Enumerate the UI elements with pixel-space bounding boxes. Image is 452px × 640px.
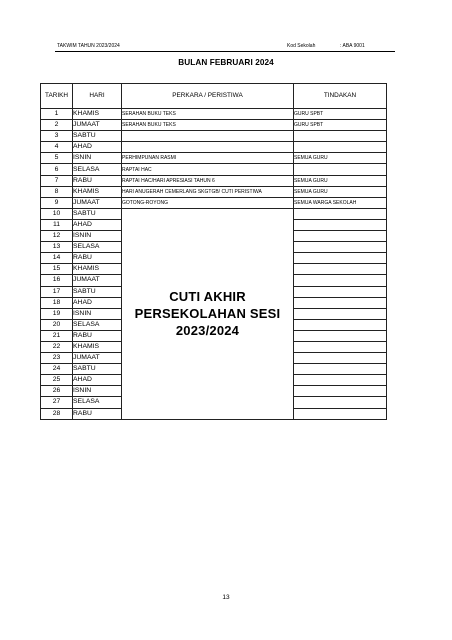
table-row (41, 208, 387, 219)
cell-tarikh: 7 (41, 175, 73, 186)
header-school-code-value: : ABA 9001 (340, 43, 365, 49)
cell-tindakan (294, 275, 387, 286)
cell-tarikh: 4 (41, 142, 73, 153)
cell-tindakan (294, 319, 387, 330)
cell-perkara: GOTONG-ROYONG (122, 197, 294, 208)
cell-hari: ISNIN (73, 386, 122, 397)
column-header-tindakan: TINDAKAN (294, 84, 387, 109)
cell-tindakan (294, 341, 387, 352)
cell-hari: JUMAAT (73, 353, 122, 364)
table-row (41, 120, 387, 131)
cell-tarikh: 15 (41, 264, 73, 275)
cell-hari: JUMAAT (73, 275, 122, 286)
cell-tarikh: 17 (41, 286, 73, 297)
page-header (55, 42, 395, 52)
cell-tarikh: 10 (41, 208, 73, 219)
cell-hari: ISNIN (73, 231, 122, 242)
cell-perkara: RAPTAI HAC (122, 164, 294, 175)
header-calendar-year: TAKWIM TAHUN 2023/2024 (57, 43, 120, 49)
column-header-tarikh: TARIKH (41, 84, 73, 109)
cell-perkara (122, 142, 294, 153)
table-row (41, 197, 387, 208)
cell-tindakan (294, 364, 387, 375)
cell-hari: JUMAAT (73, 197, 122, 208)
cell-hari: RABU (73, 330, 122, 341)
cell-tarikh: 13 (41, 242, 73, 253)
cell-tarikh: 21 (41, 330, 73, 341)
cell-hari: KHAMIS (73, 264, 122, 275)
cell-tarikh: 28 (41, 408, 73, 419)
cell-tindakan (294, 164, 387, 175)
holiday-text-line: CUTI AKHIR (169, 289, 246, 305)
cell-hari: SABTU (73, 286, 122, 297)
cell-perkara: SERAHAN BUKU TEKS (122, 109, 294, 120)
cell-hari: RABU (73, 408, 122, 419)
cell-tindakan (294, 242, 387, 253)
column-header-hari: HARI (73, 84, 122, 109)
column-header-perkara: PERKARA / PERISTIWA (122, 84, 294, 109)
cell-tarikh: 14 (41, 253, 73, 264)
page-number: 13 (222, 594, 230, 601)
cell-tarikh: 16 (41, 275, 73, 286)
cell-tindakan (294, 286, 387, 297)
cell-hari: RABU (73, 175, 122, 186)
page-title: BULAN FEBRUARI 2024 (178, 58, 274, 67)
cell-tindakan: SEMUA GURU (294, 175, 387, 186)
cell-tarikh: 19 (41, 308, 73, 319)
cell-tindakan: GURU SPBT (294, 109, 387, 120)
cell-tindakan (294, 219, 387, 230)
cell-tarikh: 2 (41, 120, 73, 131)
table-row (41, 131, 387, 142)
cell-tarikh: 18 (41, 297, 73, 308)
cell-tarikh: 23 (41, 353, 73, 364)
cell-tarikh: 8 (41, 186, 73, 197)
table-row (41, 142, 387, 153)
cell-tindakan (294, 308, 387, 319)
calendar-table-body (41, 109, 387, 420)
cell-hari: SABTU (73, 131, 122, 142)
cell-hari: KHAMIS (73, 109, 122, 120)
cell-tindakan (294, 386, 387, 397)
cell-tarikh: 12 (41, 231, 73, 242)
holiday-text-line: PERSEKOLAHAN SESI (134, 306, 281, 322)
header-school-code-label: Kod Sekolah (287, 43, 316, 49)
cell-hari: JUMAAT (73, 120, 122, 131)
cell-tarikh: 5 (41, 153, 73, 164)
cell-perkara: SERAHAN BUKU TEKS (122, 120, 294, 131)
cell-tindakan (294, 397, 387, 408)
cell-tindakan (294, 297, 387, 308)
cell-perkara: HARI ANUGERAH CEMERLANG SKGTGB/ CUTI PERISTIWA (122, 186, 294, 197)
cell-perkara: PERHIMPUNAN RASMI (122, 153, 294, 164)
cell-tarikh: 3 (41, 131, 73, 142)
cell-tarikh: 20 (41, 319, 73, 330)
table-row (41, 164, 387, 175)
cell-tarikh: 6 (41, 164, 73, 175)
cell-hari: SELASA (73, 164, 122, 175)
cell-hari: AHAD (73, 219, 122, 230)
cell-tindakan (294, 142, 387, 153)
cell-tindakan: GURU SPBT (294, 120, 387, 131)
cell-hari: AHAD (73, 375, 122, 386)
cell-tindakan (294, 330, 387, 341)
table-row (41, 175, 387, 186)
cell-hari: KHAMIS (73, 186, 122, 197)
cell-hari: SABTU (73, 208, 122, 219)
cell-perkara: RAPTAI HAC/HARI APRESIASI TAHUN 6 (122, 175, 294, 186)
holiday-block (122, 208, 294, 419)
cell-hari: SELASA (73, 319, 122, 330)
cell-tarikh: 1 (41, 109, 73, 120)
cell-tarikh: 24 (41, 364, 73, 375)
cell-hari: SELASA (73, 242, 122, 253)
cell-tindakan: SEMUA WARGA SEKOLAH (294, 197, 387, 208)
cell-hari: SABTU (73, 364, 122, 375)
cell-hari: KHAMIS (73, 341, 122, 352)
cell-perkara (122, 131, 294, 142)
cell-tindakan (294, 253, 387, 264)
table-row (41, 153, 387, 164)
cell-tindakan (294, 375, 387, 386)
calendar-table (40, 83, 387, 420)
cell-tindakan (294, 408, 387, 419)
cell-hari: SELASA (73, 397, 122, 408)
holiday-text-line: 2023/2024 (175, 323, 240, 339)
cell-hari: RABU (73, 253, 122, 264)
cell-tindakan (294, 353, 387, 364)
table-header-row (41, 84, 387, 109)
cell-tindakan: SEMUA GURU (294, 186, 387, 197)
cell-tarikh: 25 (41, 375, 73, 386)
cell-hari: ISNIN (73, 308, 122, 319)
cell-hari: AHAD (73, 297, 122, 308)
cell-tarikh: 11 (41, 219, 73, 230)
cell-tindakan (294, 208, 387, 219)
cell-tarikh: 9 (41, 197, 73, 208)
cell-hari: AHAD (73, 142, 122, 153)
cell-hari: ISNIN (73, 153, 122, 164)
table-row (41, 109, 387, 120)
cell-tarikh: 27 (41, 397, 73, 408)
table-row (41, 186, 387, 197)
cell-tindakan (294, 264, 387, 275)
cell-tarikh: 26 (41, 386, 73, 397)
cell-tindakan (294, 231, 387, 242)
cell-tindakan: SEMUA GURU (294, 153, 387, 164)
cell-tarikh: 22 (41, 341, 73, 352)
cell-tindakan (294, 131, 387, 142)
